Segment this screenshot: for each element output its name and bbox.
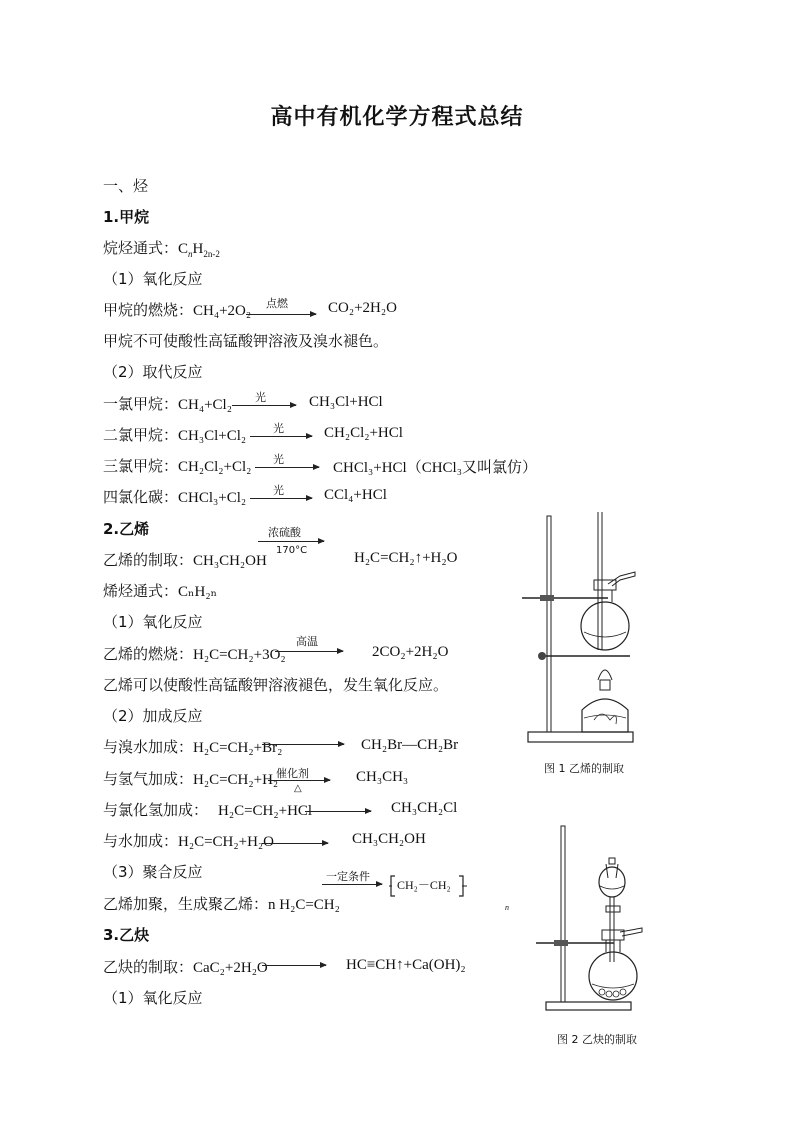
equation-left: H₂C=CH₂+3O₂ — [193, 647, 286, 663]
methane-note: 甲烷不可使酸性高锰酸钾溶液及溴水褪色。 — [103, 332, 389, 350]
equation-label: 四氯化碳： — [103, 488, 179, 506]
equation-left: H₂C=CH₂+H₂ — [193, 772, 279, 788]
reaction-condition: 点燃 — [266, 297, 288, 310]
chloromethane-eq — [103, 394, 232, 415]
polymer-n: n — [505, 903, 509, 912]
heading-methane: 1.甲烷 — [103, 208, 150, 226]
reaction-condition: 光 — [273, 484, 284, 497]
reaction-condition-top: 浓硫酸 — [268, 526, 301, 539]
reaction-arrow — [255, 467, 319, 468]
equation-label: 乙炔的制取： — [103, 958, 194, 976]
hydrogen-addition-eq — [103, 769, 278, 790]
reaction-arrow — [262, 965, 326, 966]
subheading-addition: （2）加成反应 — [103, 707, 203, 725]
equation-left: n H₂C=CH₂ — [268, 897, 340, 913]
equation-left: CH₄+2O₂ — [193, 303, 252, 319]
equation-label: 三氯甲烷： — [103, 457, 179, 475]
equation-left: CH₃Cl+Cl₂ — [178, 428, 247, 444]
tetrachloride-eq — [103, 487, 246, 508]
equation-label: 乙烯的燃烧： — [103, 645, 194, 663]
equation-right: CH₃Cl+HCl — [309, 394, 383, 410]
equation-label: 一氯甲烷： — [103, 395, 179, 413]
equation-left: H₂C=CH₂+HCl — [218, 803, 313, 819]
reaction-condition: 一定条件 — [326, 870, 370, 883]
equation-right: CHCl₃+HCl（CHCl₃又叫氯仿） — [333, 460, 537, 476]
subheading-oxidation: （1）氧化反应 — [103, 989, 203, 1007]
subheading-oxidation: （1）氧化反应 — [103, 270, 203, 288]
polymer-bracket — [389, 875, 465, 895]
heading-ethylene: 2.乙烯 — [103, 520, 150, 538]
equation-label: 与氯化氢加成： — [103, 801, 209, 819]
alkane-formula: $C_nH_{2n-2}$ — [178, 241, 220, 259]
heading-acetylene: 3.乙炔 — [103, 926, 150, 944]
equation-label: 与氢气加成： — [103, 770, 194, 788]
equation-left: CHCl₃+Cl₂ — [178, 490, 247, 506]
bromine-addition-eq — [103, 737, 282, 758]
equation-right: 2CO₂+2H₂O — [372, 644, 449, 660]
equation-left: CH₃CH₂OH — [193, 553, 267, 569]
equation-left: H₂C=CH₂+Br₂ — [193, 740, 283, 756]
water-addition-eq — [103, 831, 274, 852]
alkene-label: 烯烃通式： — [103, 582, 179, 600]
equation-label: 乙烯加聚，生成聚乙烯： — [103, 895, 269, 913]
equation-right: CH₂Br—CH₂Br — [361, 737, 459, 753]
reaction-arrow — [305, 811, 371, 812]
equation-right: HC≡CH↑+Ca(OH)₂ — [346, 957, 466, 973]
equation-label: 二氯甲烷： — [103, 426, 179, 444]
methane-combustion — [103, 300, 251, 321]
equation-right: CH₂Cl₂+HCl — [324, 425, 403, 441]
equation-left: CaC₂+2H₂O — [193, 960, 268, 976]
alkene-general-formula — [103, 581, 217, 602]
ethylene-prep-eq — [103, 550, 267, 571]
subheading-oxidation: （1）氧化反应 — [103, 613, 203, 631]
reaction-condition-top: 催化剂 — [276, 767, 309, 780]
equation-left: H₂C=CH₂+H₂O — [178, 834, 274, 850]
trichloromethane-eq — [103, 456, 251, 477]
hcl-addition-eq — [103, 800, 312, 821]
equation-label: 乙烯的制取： — [103, 551, 194, 569]
acetylene-prep-eq — [103, 957, 268, 978]
equation-right: CH₃CH₃ — [356, 769, 409, 785]
ethylene-combustion-eq — [103, 644, 286, 665]
acetylene-apparatus-figure — [532, 822, 652, 1022]
reaction-condition-bottom: △ — [294, 783, 302, 794]
reaction-condition: 高温 — [296, 635, 318, 648]
equation-right: H₂C=CH₂↑+H₂O — [354, 550, 458, 566]
section-heading-hydrocarbons: 一、烃 — [103, 177, 149, 195]
reaction-arrow — [275, 651, 343, 652]
dichloromethane-eq — [103, 425, 246, 446]
equation-right: CCl₄+HCl — [324, 487, 387, 503]
equation-label: 与水加成： — [103, 832, 179, 850]
reaction-condition: 光 — [273, 422, 284, 435]
alkene-formula: CₙH₂ₙ — [178, 584, 218, 600]
reaction-arrow — [322, 884, 382, 885]
reaction-arrow — [262, 744, 344, 745]
polymerization-eq — [103, 894, 340, 915]
equation-right: CH₃CH₂Cl — [391, 800, 458, 816]
reaction-arrow — [250, 436, 312, 437]
reaction-arrow — [268, 780, 330, 781]
figure-caption: 图 2 乙炔的制取 — [557, 1033, 637, 1046]
equation-right: CO₂+2H₂O — [328, 300, 397, 316]
reaction-arrow — [246, 314, 316, 315]
figure-caption: 图 1 乙烯的制取 — [544, 762, 624, 775]
equation-left: CH₄+Cl₂ — [178, 397, 232, 413]
reaction-condition: 光 — [255, 391, 266, 404]
subheading-substitution: （2）取代反应 — [103, 363, 203, 381]
equation-right: CH₃CH₂OH — [352, 831, 426, 847]
equation-left: CH₂Cl₂+Cl₂ — [178, 459, 252, 475]
reaction-condition-bottom: 170°C — [276, 545, 308, 556]
reaction-arrow — [250, 498, 312, 499]
polymer-unit: CH₂－CH₂ — [397, 878, 451, 892]
reaction-condition: 光 — [273, 453, 284, 466]
reaction-arrow — [262, 843, 328, 844]
ethylene-apparatus-figure — [520, 510, 640, 750]
alkane-general-formula — [103, 238, 220, 264]
reaction-arrow — [232, 405, 296, 406]
equation-label: 甲烷的燃烧： — [103, 301, 194, 319]
alkane-label: 烷烃通式： — [103, 239, 179, 257]
equation-label: 与溴水加成： — [103, 738, 194, 756]
reaction-arrow — [258, 541, 324, 542]
ethylene-note: 乙烯可以使酸性高锰酸钾溶液褪色，发生氧化反应。 — [103, 676, 449, 694]
page-title: 高中有机化学方程式总结 — [270, 105, 524, 130]
subheading-polymerization: （3）聚合反应 — [103, 863, 203, 881]
